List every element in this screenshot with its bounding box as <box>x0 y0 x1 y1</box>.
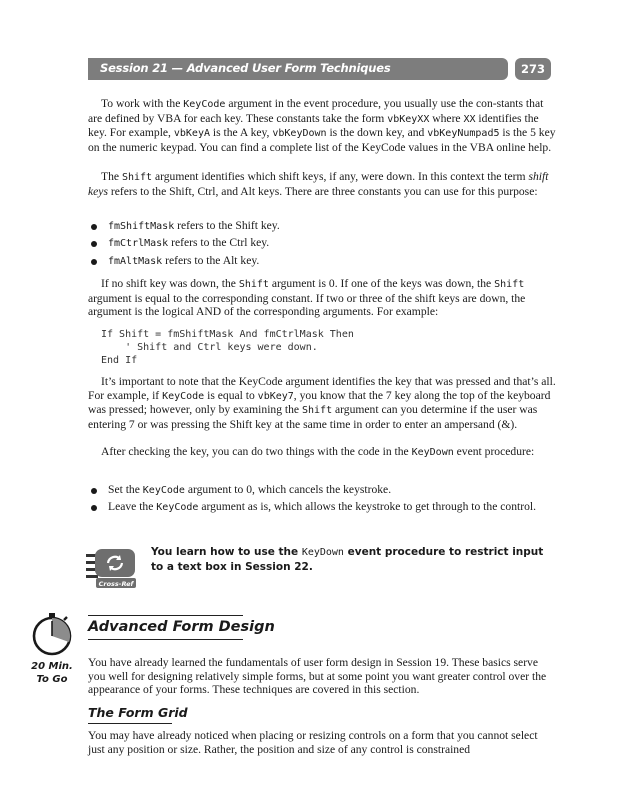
time-label-to-go: To Go <box>36 674 68 685</box>
list-item: fmAltMask refers to the Alt key. <box>88 254 556 269</box>
bullet-icon <box>91 224 97 230</box>
time-label-minutes: 20 Min. <box>31 661 73 672</box>
keydown-options-list <box>88 483 556 518</box>
section-heading-form-grid: The Form Grid <box>88 705 188 720</box>
cross-ref-icon <box>86 547 140 589</box>
heading-rule-bottom <box>88 639 243 640</box>
bullet-icon <box>91 488 97 494</box>
paragraph-shift-values: If no shift key was down, the Shift argument is 0. If one of the keys was down, the Shift argument is equal to the corresponding constant. If two or three of the shift keys are down, the argument is the logical AND of the corresponding arguments. For example: <box>88 277 526 319</box>
cross-ref-icon-label: Cross-Ref <box>98 580 134 588</box>
subheading-rule <box>88 723 172 724</box>
paragraph-form-grid: You may have already noticed when placing or resizing controls on a form that you cannot select just any position or size. Rather, the position and size of any control is constrained <box>88 729 538 756</box>
bullet-icon <box>91 259 97 265</box>
paragraph-advanced-form-design: You have already learned the fundamentals of user form design in Session 19. These basics serve you well for designing relatively simple forms, but at some point you want greater control over the appearance of your forms. These techniques are covered in this section. <box>88 656 547 697</box>
page-number: 273 <box>515 58 551 80</box>
code-example: If Shift = fmShiftMask And fmCtrlMask Then ' Shift and Ctrl keys were down. End If <box>101 329 354 367</box>
list-item: fmCtrlMask refers to the Ctrl key. <box>88 236 556 251</box>
bullet-icon <box>91 241 97 247</box>
paragraph-keycode-constants: To work with the KeyCode argument in the event procedure, you usually use the con-stants that are defined by VBA for each key. These constants take the form vbKeyXX where XX identifies the key. For example, vbKeyA is the A key, vbKeyDown is the down key, and vbKeyNumpad5 is the 5 key on the numeric keypad. You can find a complete list of the KeyCode values in the VBA online help. <box>88 97 556 154</box>
stopwatch-icon <box>30 612 76 658</box>
heading-rule-top <box>88 615 243 616</box>
running-header-title: Session 21 — Advanced User Form Techniques <box>100 61 391 75</box>
paragraph-shift-argument: The Shift argument identifies which shift keys, if any, were down. In this context the term shift keys refers to the Shift, Ctrl, and Alt keys. There are three constants you can use for this purpose: <box>88 170 549 198</box>
list-item: fmShiftMask refers to the Shift key. <box>88 219 556 234</box>
shift-constants-list <box>88 219 556 271</box>
cross-ref-note: You learn how to use the KeyDown event procedure to restrict input to a text box in Session 22. <box>151 546 544 573</box>
time-to-go-label <box>22 660 82 686</box>
list-item: Set the KeyCode argument to 0, which cancels the keystroke. <box>88 483 556 498</box>
paragraph-keydown-options: After checking the key, you can do two things with the code in the KeyDown event procedure: <box>101 445 535 458</box>
section-heading-advanced-form-design: Advanced Form Design <box>88 619 275 635</box>
bullet-icon <box>91 505 97 511</box>
list-item: Leave the KeyCode argument as is, which allows the keystroke to get through to the control. <box>88 500 556 515</box>
paragraph-keycode-note: It’s important to note that the KeyCode argument identifies the key that was pressed and that’s all. For example, if KeyCode is equal to vbKey7, you know that the 7 key along the top of the keyboard was pressed; however, only by examining the Shift argument can you determine if the user was entering 7 or was pressing the Shift key at the same time in order to enter an ampersand (&). <box>88 375 556 431</box>
